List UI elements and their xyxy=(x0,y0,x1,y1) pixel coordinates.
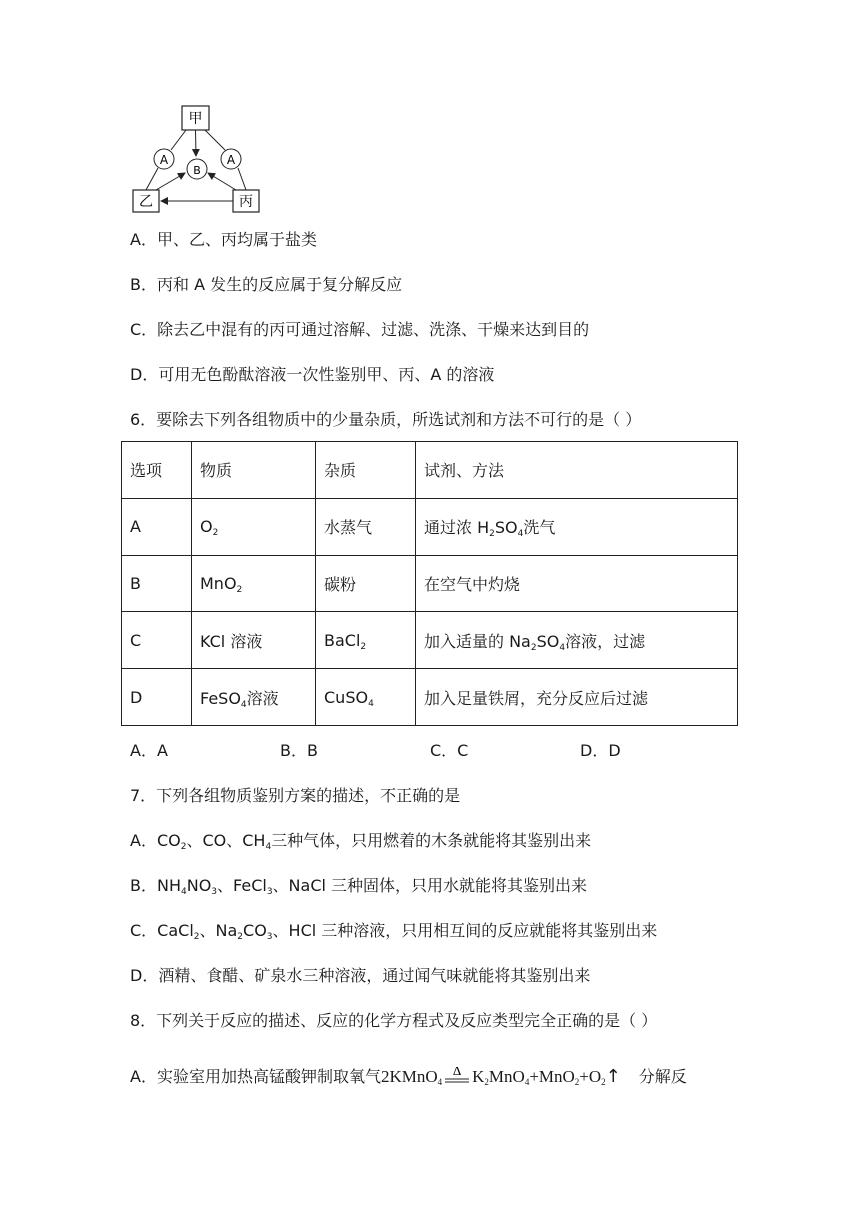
circle-center xyxy=(187,159,207,179)
line-leftcircle-left xyxy=(146,168,158,190)
row-impurity: CuSO$_4$ xyxy=(316,669,416,726)
row-substance: FeSO$_4$溶液 xyxy=(192,669,316,726)
equation-products: $K_2MnO_4+MnO_2+O_2$ xyxy=(472,1067,606,1087)
q7-option-b: B．$NH_4NO_3$、FeCl$_3$、NaCl 三种固体，只用水就能将其鉴别出来 xyxy=(130,876,588,897)
q7-stem: 7．下列各组物质鉴别方案的描述，不正确的是 xyxy=(130,786,461,805)
q8-stem: 8．下列关于反应的描述、反应的化学方程式及反应类型完全正确的是（ ） xyxy=(130,1011,658,1030)
line-top-rightcircle xyxy=(205,130,225,150)
box-top xyxy=(182,106,209,130)
arrow-top-to-center xyxy=(196,130,197,156)
svg-text:B: B xyxy=(193,164,201,177)
arrow-right-to-center xyxy=(208,173,236,190)
q8-option-a: A．实验室用加热高锰酸钾制取氧气2KMnO$_4$ Δ $K_2MnO_4+MnO_2+O_2↑$ 分解反 xyxy=(130,1066,687,1089)
row-impurity: 碳粉 xyxy=(316,555,416,612)
row-option: D xyxy=(122,669,192,726)
heating-condition xyxy=(442,1067,472,1089)
table-row xyxy=(122,669,738,726)
svg-text:甲: 甲 xyxy=(188,111,203,127)
q7-option-a: A．$CO_2$、CO、$CH_4$三种气体，只用燃着的木条就能将其鉴别出来 xyxy=(130,831,592,852)
q7-option-d: D．酒精、食醋、矿泉水三种溶液，通过闻气味就能将其鉴别出来 xyxy=(130,966,591,985)
q5-option-d: D．可用无色酚酞溶液一次性鉴别甲、丙、A 的溶液 xyxy=(130,365,495,384)
q5-option-a: A．甲、乙、丙均属于盐类 xyxy=(130,230,317,249)
row-substance: $O_2$ xyxy=(192,498,316,555)
q6-answer-choices xyxy=(0,740,860,762)
q6-stem: 6．要除去下列各组物质中的少量杂质，所选试剂和方法不可行的是（ ） xyxy=(130,410,642,429)
row-option: A xyxy=(122,498,192,555)
table-header-row xyxy=(122,442,738,499)
line-top-leftcircle xyxy=(171,130,186,150)
row-method: 通过浓 $H_2SO_4$洗气 xyxy=(416,498,738,555)
reaction-diagram xyxy=(128,100,268,218)
q5-option-c: C．除去乙中混有的丙可通过溶解、过滤、洗涤、干燥来达到目的 xyxy=(130,320,590,339)
arrow-left-to-center xyxy=(156,173,185,190)
row-option: B xyxy=(122,555,192,612)
row-impurity: BaCl$_2$ xyxy=(316,612,416,669)
box-left xyxy=(133,190,159,212)
row-method: 加入足量铁屑，充分反应后过滤 xyxy=(416,669,738,726)
table-row xyxy=(122,612,738,669)
q6-answer-d: D．D xyxy=(580,741,621,760)
row-substance: KCl 溶液 xyxy=(192,612,316,669)
circle-left xyxy=(154,149,174,169)
box-right xyxy=(233,190,259,212)
line-rightcircle-right xyxy=(238,168,246,190)
row-substance: MnO$_2$ xyxy=(192,555,316,612)
circle-right xyxy=(221,149,241,169)
q5-option-b: B．丙和 A 发生的反应属于复分解反应 xyxy=(130,275,403,294)
row-option: C xyxy=(122,612,192,669)
table-row xyxy=(122,555,738,612)
row-method: 加入适量的 $Na_2SO_4$溶液，过滤 xyxy=(416,612,738,669)
table-row xyxy=(122,498,738,555)
gas-arrow-icon: ↑ xyxy=(605,1066,621,1087)
row-method: 在空气中灼烧 xyxy=(416,555,738,612)
svg-text:丙: 丙 xyxy=(239,194,253,210)
row-impurity: 水蒸气 xyxy=(316,498,416,555)
svg-text:A: A xyxy=(159,153,169,167)
q6-answer-b: B．B xyxy=(280,741,318,760)
header-option: 选项 xyxy=(122,442,192,499)
q7-option-c: C．CaCl$_2$、$Na_2CO_3$、HCl 三种溶液，只用相互间的反应就能将其鉴别出来 xyxy=(130,921,658,942)
header-impurity: 杂质 xyxy=(316,442,416,499)
svg-text:A: A xyxy=(226,153,236,167)
svg-text:Δ: Δ xyxy=(452,1066,462,1078)
q6-answer-c: C．C xyxy=(430,741,469,760)
header-method: 试剂、方法 xyxy=(416,442,738,499)
q6-answer-a: A．A xyxy=(130,741,168,760)
equation-reactant: 2KMnO$_4$ xyxy=(380,1067,443,1087)
svg-text:乙: 乙 xyxy=(139,194,153,210)
q6-table xyxy=(121,441,738,726)
header-substance: 物质 xyxy=(192,442,316,499)
